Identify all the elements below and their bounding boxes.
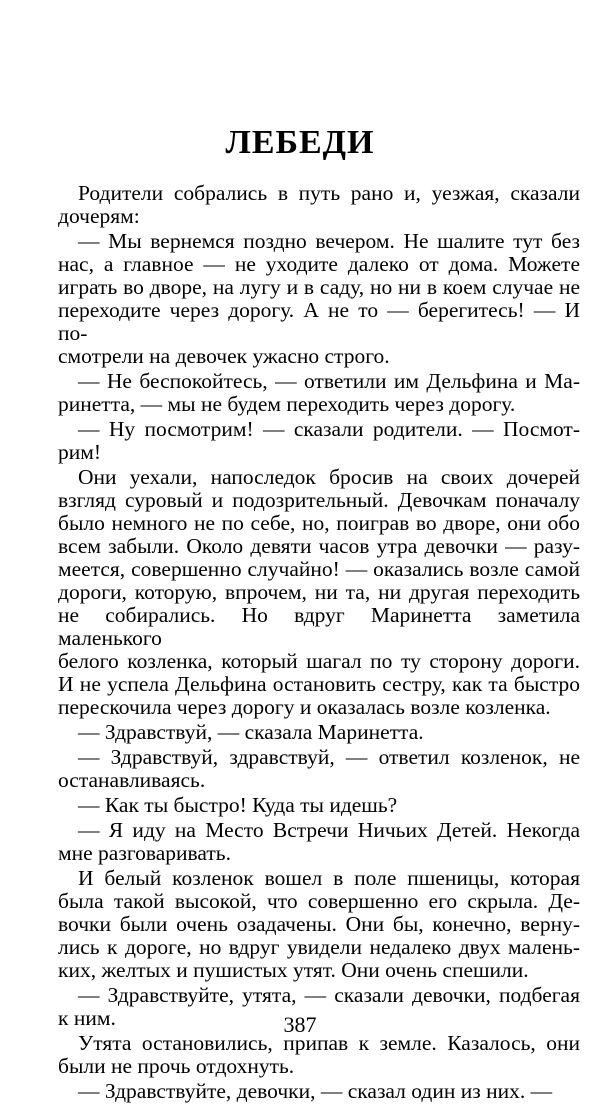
paragraph bbox=[58, 721, 580, 744]
text-line: меется, совершенно случайно! — оказались возле самой bbox=[58, 557, 580, 581]
text-line: Родители собрались в путь рано и, уезжая, сказали bbox=[78, 181, 580, 205]
text-line: останавливаясь. bbox=[58, 768, 206, 792]
text-line: дочерям: bbox=[58, 204, 140, 228]
paragraph bbox=[58, 466, 580, 719]
text-line: И не успела Дельфина остановить сестру, как та быстро bbox=[58, 672, 580, 696]
page-number: 387 bbox=[283, 1012, 317, 1037]
text-line: — Здравствуй, здравствуй, — ответил козленок, не bbox=[78, 745, 580, 769]
text-line: была такой высокой, что совершенно его скрыла. Де- bbox=[58, 889, 580, 913]
text-line: переходите через дорогу. А не то — берегитесь! — И по- bbox=[58, 298, 580, 345]
text-line: рим! bbox=[58, 440, 102, 464]
text-line: нас, а главное — не уходите далеко от дома. Можете bbox=[58, 252, 580, 276]
text-line: ринетта, — мы не будем переходить через дорогу. bbox=[58, 392, 516, 416]
text-line: белого козленка, который шагал по ту сторону дороги. bbox=[58, 649, 580, 673]
text-line: Утята остановились, припав к земле. Казалось, они bbox=[78, 1031, 580, 1055]
text-line: дороги, которую, впрочем, ни та, ни другая переходить bbox=[58, 580, 580, 604]
paragraph bbox=[58, 230, 580, 368]
text-line: вочки были очень озадачены. Они бы, конечно, верну- bbox=[58, 912, 580, 936]
paragraph bbox=[58, 1080, 580, 1103]
paragraph bbox=[58, 867, 580, 982]
text-line: были не прочь отдохнуть. bbox=[58, 1054, 295, 1078]
text-line: к ним. bbox=[58, 1006, 116, 1030]
text-line: — Я иду на Место Встречи Ничьих Детей. Некогда bbox=[78, 818, 580, 842]
text-line: — Здравствуйте, девочки, — сказал один из них. — bbox=[78, 1079, 553, 1103]
text-line: — Как ты быстро! Куда ты идешь? bbox=[78, 793, 398, 817]
page-body-text bbox=[58, 182, 580, 1105]
text-line: — Здравствуй, — сказала Маринетта. bbox=[78, 720, 424, 744]
text-line: И белый козленок вошел в поле пшеницы, которая bbox=[78, 866, 580, 890]
text-line: ких, желтых и пушистых утят. Они очень спешили. bbox=[58, 958, 529, 982]
chapter-title: ЛЕБЕДИ bbox=[225, 124, 375, 161]
text-line: лись к дороге, но вдруг увидели недалеко двух малень- bbox=[58, 935, 580, 959]
text-line: — Ну посмотрим! — сказали родители. — Посмот- bbox=[78, 417, 580, 441]
text-line: всем забыли. Около девяти часов утра девочки — разу- bbox=[58, 534, 580, 558]
paragraph bbox=[58, 746, 580, 792]
paragraph bbox=[58, 182, 580, 228]
text-line: — Мы вернемся поздно вечером. Не шалите тут без bbox=[78, 229, 580, 253]
text-line: — Здравствуйте, утята, — сказали девочки, подбегая bbox=[78, 983, 580, 1007]
paragraph bbox=[58, 418, 580, 464]
text-line: играть во дворе, на лугу и в саду, но ни в коем случае не bbox=[58, 275, 580, 299]
text-line: не собирались. Но вдруг Маринетта заметила маленького bbox=[58, 603, 580, 650]
text-line: — Не беспокойтесь, — ответили им Дельфина и Ма- bbox=[78, 369, 580, 393]
text-line: смотрели на девочек ужасно строго. bbox=[58, 344, 390, 368]
paragraph bbox=[58, 794, 580, 817]
text-line: перескочила через дорогу и оказалась возле козленка. bbox=[58, 695, 551, 719]
text-line: было немного не по себе, но, поиграв во дворе, они обо bbox=[58, 511, 580, 535]
paragraph bbox=[58, 370, 580, 416]
paragraph bbox=[58, 819, 580, 865]
text-line: Они уехали, напоследок бросив на своих дочерей bbox=[78, 465, 580, 489]
text-line: мне разговаривать. bbox=[58, 841, 231, 865]
text-line: взгляд суровый и подозрительный. Девочкам поначалу bbox=[58, 488, 580, 512]
